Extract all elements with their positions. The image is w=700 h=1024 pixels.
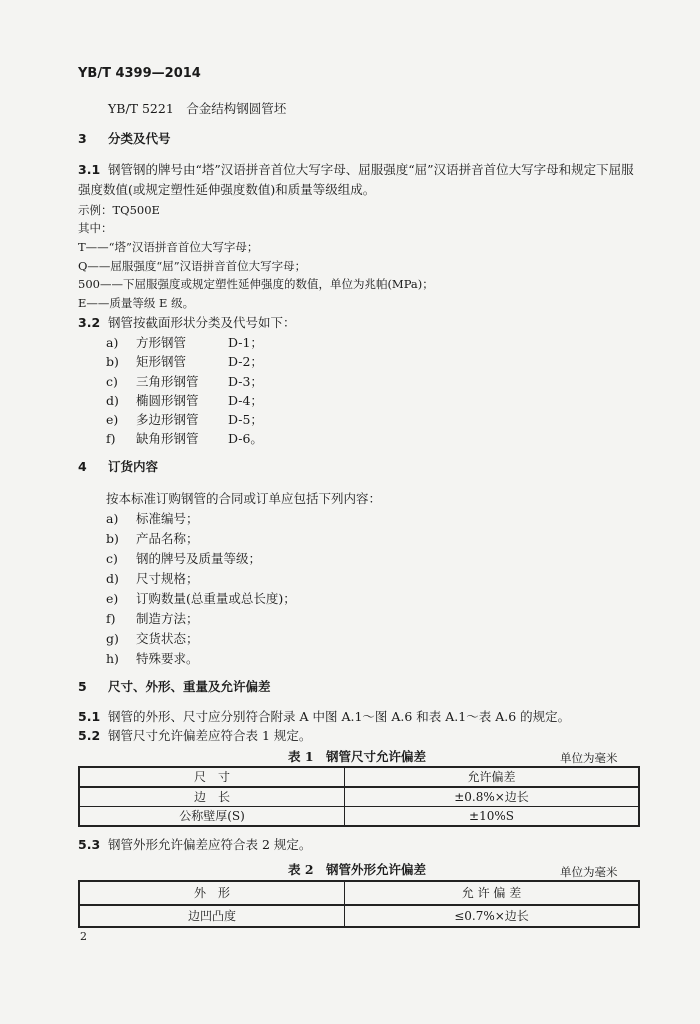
example-line: 示例：TQ500E: [78, 203, 160, 217]
order-item: e) 订购数量(总重量或总长度)；: [106, 591, 296, 606]
section-4-heading: 4 订货内容: [78, 459, 159, 474]
order-intro: 按本标准订购钢管的合同或订单应包括下列内容：: [106, 491, 382, 506]
paragraph-3-1-line2: 强度数值(或规定塑性延伸强度数值)和质量等级组成。: [78, 182, 376, 197]
table-cell: 公称壁厚(S): [79, 807, 345, 827]
order-item: g) 交货状态；: [106, 631, 199, 646]
shape-item: c) 三角形钢管 D-3；: [106, 374, 263, 389]
paragraph-5-2: 5.2 钢管尺寸允许偏差应符合表 1 规定。: [78, 728, 312, 743]
paragraph-3-2: 3.2 钢管按截面形状分类及代号如下：: [78, 315, 296, 330]
table-row: [79, 787, 639, 807]
shape-item: a) 方形钢管 D-1；: [106, 335, 263, 350]
shape-item: b) 矩形钢管 D-2；: [106, 354, 263, 369]
paragraph-3-1-line1: 3.1 钢管钢的牌号由“塔”汉语拼音首位大写字母、屈服强度“屈”汉语拼音首位大写字母和规定下屈服: [78, 162, 634, 177]
shape-item: f) 缺角形钢管 D-6。: [106, 431, 263, 446]
shape-item: e) 多边形钢管 D-5；: [106, 412, 263, 427]
definition-t: T——“塔”汉语拼音首位大写字母；: [78, 240, 259, 254]
reference-standard: YB/T 5221 合金结构钢圆管坯: [108, 101, 287, 116]
page-number: 2: [80, 930, 87, 943]
table-header-row: [79, 881, 639, 905]
order-item: f) 制造方法；: [106, 611, 199, 626]
order-item: h) 特殊要求。: [106, 651, 199, 666]
table-2-unit: 单位为毫米: [560, 865, 618, 879]
paragraph-5-3: 5.3 钢管外形允许偏差应符合表 2 规定。: [78, 837, 312, 852]
section-3-heading: 3 分类及代号: [78, 131, 171, 146]
table-cell: 边 长: [79, 787, 345, 807]
table-cell: ±10%S: [345, 807, 640, 827]
table-header-cell: 允许偏差: [345, 767, 640, 787]
shape-item: d) 椭圆形钢管 D-4；: [106, 393, 263, 408]
table-2: [78, 880, 640, 928]
standard-header: YB/T 4399—2014: [78, 66, 201, 81]
table-header-cell: 尺 寸: [79, 767, 345, 787]
paragraph-5-1: 5.1 钢管的外形、尺寸应分别符合附录 A 中图 A.1～图 A.6 和表 A.1～表 A.6 的规定。: [78, 709, 571, 724]
table-row: [79, 807, 639, 827]
table-2-caption: 表 2 钢管外形允许偏差: [288, 862, 427, 877]
order-item: a) 标准编号；: [106, 511, 199, 526]
table-header-cell: 允 许 偏 差: [345, 881, 640, 905]
table-1-unit: 单位为毫米: [560, 751, 618, 765]
table-row: [79, 905, 639, 927]
table-cell: ≤0.7%×边长: [345, 905, 640, 927]
definition-q: Q——屈服强度“屈”汉语拼音首位大写字母；: [78, 259, 307, 273]
table-header-row: [79, 767, 639, 787]
table-1-caption: 表 1 钢管尺寸允许偏差: [288, 749, 427, 764]
table-cell: ±0.8%×边长: [345, 787, 640, 807]
definition-e: E——质量等级 E 级。: [78, 296, 195, 310]
table-1: [78, 766, 640, 827]
order-item: c) 钢的牌号及质量等级；: [106, 551, 262, 566]
section-5-heading: 5 尺寸、外形、重量及允许偏差: [78, 679, 271, 694]
order-item: d) 尺寸规格；: [106, 571, 199, 586]
table-header-cell: 外 形: [79, 881, 345, 905]
definition-500: 500——下屈服强度或规定塑性延伸强度的数值，单位为兆帕(MPa)；: [78, 277, 434, 291]
table-cell: 边凹凸度: [79, 905, 345, 927]
among-line: 其中：: [78, 221, 113, 235]
order-item: b) 产品名称；: [106, 531, 199, 546]
